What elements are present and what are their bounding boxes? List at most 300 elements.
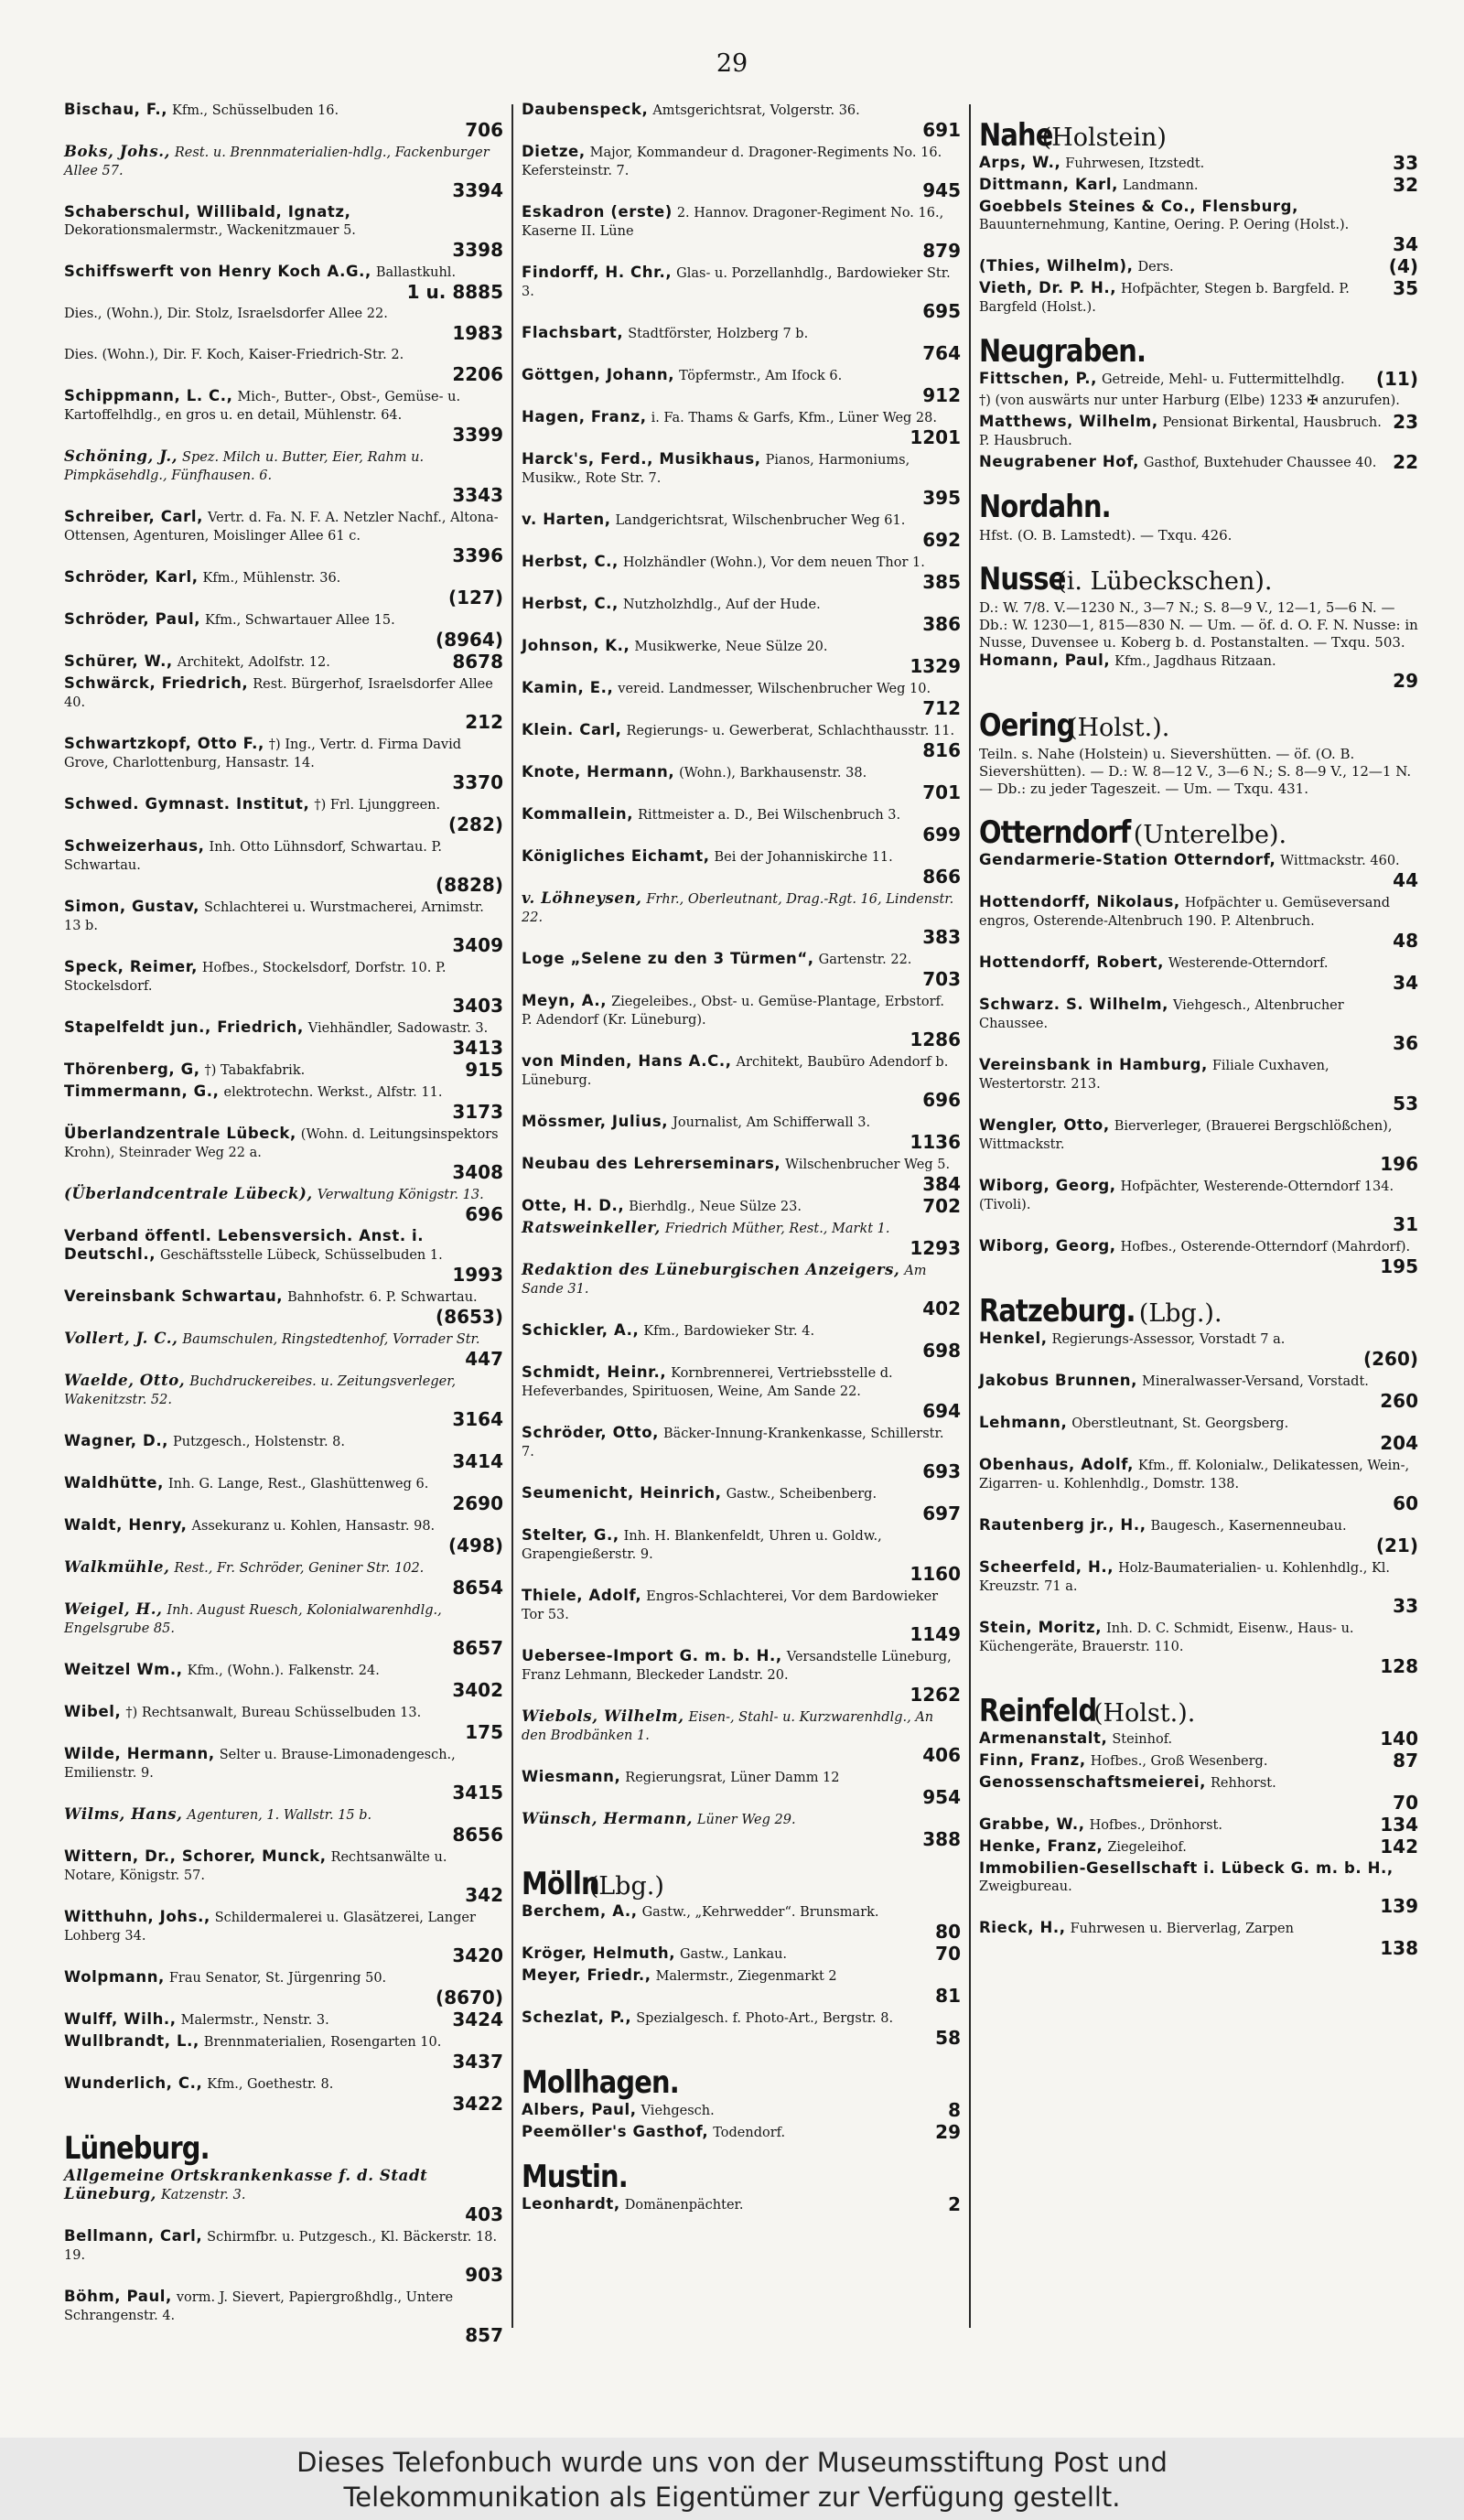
listing-details: Kfm., Schwartauer Allee 15. [205, 613, 395, 628]
listing-entry [522, 1768, 961, 1807]
listing-details: Gastw., Lankau. [680, 1947, 788, 1962]
phone-number: 692 [922, 529, 961, 551]
listing-text [979, 413, 1418, 450]
listing-entry [522, 2195, 961, 2214]
listing-details: elektrotechn. Werkst., Alfstr. 11. [223, 1085, 443, 1100]
listing-entry [522, 2101, 961, 2120]
listing-entry [64, 2167, 503, 2224]
listing-text [64, 735, 503, 772]
listing-text [64, 610, 503, 630]
listing-details: Eisen-, Stahl- u. Kurzwarenhdlg., An den Brodbänken 1. [522, 1710, 934, 1743]
listing-entry [522, 1810, 961, 1849]
listing-text [979, 1116, 1418, 1154]
listing-details: Domänenpächter. [624, 2198, 744, 2213]
listing-entry [522, 2008, 961, 2048]
listing-details: Schirmfbr. u. Putzgesch., Kl. Bäckerstr. 18. 19. [64, 2230, 498, 2263]
phone-number: 406 [922, 1744, 961, 1766]
town-section [522, 2159, 961, 2214]
phone-number: 1286 [910, 1028, 961, 1050]
listing-text [64, 652, 503, 672]
listing-entry [979, 453, 1418, 472]
listing-entry [522, 595, 961, 634]
listing-name: Wilms, Hans, [64, 1805, 183, 1823]
listing-text [979, 370, 1418, 389]
phone-number: 402 [922, 1298, 961, 1319]
listing-name: Henke, Franz, [979, 1837, 1103, 1855]
listing-text [64, 1805, 503, 1825]
phone-number: 31 [1393, 1213, 1418, 1235]
listing-text [64, 2032, 503, 2052]
listing-text [979, 392, 1418, 410]
listing-entry [64, 1968, 503, 2008]
listing-text [522, 408, 961, 427]
listing-name: Wiebols, Wilhelm, [522, 1707, 684, 1725]
listing-name: Königliches Eichamt, [522, 847, 710, 865]
phone-number: 1160 [910, 1563, 961, 1585]
listing-details: Holz-Baumaterialien- u. Kohlenhdlg., Kl. Kreuzstr. 71 a. [979, 1561, 1391, 1594]
listing-name: Arps, W., [979, 154, 1061, 171]
footer-line-2: Telekommunikation als Eigentümer zur Verfügung gestellt. [343, 2482, 1121, 2513]
phone-number: 87 [1393, 1750, 1418, 1772]
listing-text [522, 992, 961, 1029]
listing-details: Mineralwasser-Versand, Vorstadt. [1141, 1374, 1369, 1389]
listing-details: Rest. u. Brennmaterialien-hdlg., Fackenburger Allee 57. [64, 145, 490, 178]
listing-details: †) Tabakfabrik. [204, 1063, 306, 1078]
listing-text [979, 1516, 1418, 1535]
listing-details: Hofpächter, Westerende-Otterndorf 134. (Tivoli). [979, 1179, 1394, 1212]
listing-entry [979, 893, 1418, 951]
phone-number: 3413 [452, 1037, 503, 1059]
listing-details: Amtsgerichtsrat, Volgerstr. 36. [652, 103, 860, 118]
listing-name: Wünsch, Hermann, [522, 1810, 693, 1827]
listing-details: Architekt, Baubüro Adendorf b. Lüneburg. [522, 1055, 949, 1088]
listing-entry [979, 1815, 1418, 1835]
listing-text [64, 1703, 503, 1722]
phone-number: 260 [1380, 1390, 1418, 1412]
listing-entry [522, 1587, 961, 1644]
listing-name: Stapelfeldt jun., Friedrich, [64, 1018, 304, 1036]
listing-details: i. Fa. Thams & Garfs, Kfm., Lüner Weg 28. [651, 411, 937, 425]
listing-text [64, 1287, 503, 1307]
phone-number: 29 [1393, 670, 1418, 692]
listing-entry [64, 1805, 503, 1845]
listing-name: Schickler, A., [522, 1321, 640, 1339]
phone-number: 139 [1380, 1895, 1418, 1917]
listing-entry [979, 1237, 1418, 1276]
listing-details: †) Rechtsanwalt, Bureau Schüsselbuden 13. [125, 1706, 422, 1720]
town-heading [64, 2130, 503, 2167]
listing-details: Nutzholzhdlg., Auf der Hude. [622, 598, 821, 612]
listing-details: Gartenstr. 22. [818, 953, 912, 967]
listing-text [64, 1018, 503, 1038]
listing-name: Thiele, Adolf, [522, 1587, 642, 1604]
phone-number: 701 [922, 781, 961, 803]
listing-details: Kfm., (Wohn.). Falkenstr. 24. [187, 1664, 380, 1678]
listing-details: †) Frl. Ljunggreen. [314, 798, 441, 813]
listing-text [522, 763, 961, 782]
listing-details: Kfm., Bardowieker Str. 4. [643, 1324, 815, 1339]
listing-details: 2. Hannov. Dragoner-Regiment No. 16., Kaserne II. Lüne [522, 206, 944, 239]
phone-number: 3409 [452, 934, 503, 956]
phone-number: 8654 [452, 1577, 503, 1599]
listing-name: Matthews, Wilhelm, [979, 413, 1158, 430]
listing-name: Klein. Carl, [522, 721, 622, 738]
phone-number: 138 [1380, 1937, 1418, 1959]
listing-text [64, 1185, 503, 1204]
town-region: (Holstein) [1041, 124, 1167, 152]
phone-number: 3398 [452, 239, 503, 261]
listing-name: Lehmann, [979, 1414, 1068, 1431]
listing-details: Kfm., ff. Kolonialw., Delikatessen, Wein-, Zigarren- u. Kohlenhdlg., Domstr. 138. [979, 1459, 1410, 1492]
listing-entry [522, 950, 961, 989]
listing-entry [64, 263, 503, 302]
listing-text [64, 1432, 503, 1451]
phone-number: 80 [935, 1921, 961, 1943]
listing-details: Dies., (Wohn.), Dir. Stolz, Israelsdorfer Allee 22. [64, 307, 388, 321]
listing-name: Allgemeine Ortskrankenkasse f. d. Stadt Lüneburg, [64, 2167, 428, 2202]
listing-name: Uebersee-Import G. m. b. H., [522, 1647, 782, 1664]
listing-text [64, 1082, 503, 1102]
listing-name: Grabbe, W., [979, 1815, 1085, 1833]
listing-text [64, 674, 503, 712]
listing-entry [522, 1707, 961, 1765]
listing-text [522, 203, 961, 241]
listing-entry [64, 1600, 503, 1658]
listing-entry [522, 2123, 961, 2142]
listing-details: Hofpächter, Stegen b. Bargfeld. P. Bargfeld (Holst.). [979, 282, 1350, 315]
listing-name: Vollert, J. C., [64, 1330, 178, 1347]
phone-number: 1329 [910, 655, 961, 677]
listing-details: †) Ing., Vertr. d. Firma David Grove, Charlottenburg, Hansastr. 14. [64, 738, 462, 770]
listing-name: Berchem, A., [522, 1902, 638, 1920]
listing-text [64, 1908, 503, 1945]
listing-details: (Wohn. d. Leitungsinspektors Krohn), Steinrader Weg 22 a. [64, 1127, 499, 1160]
listing-text [522, 101, 961, 120]
listing-name: Hagen, Franz, [522, 408, 647, 425]
phone-number: 383 [922, 926, 961, 948]
listing-details: Todendorf. [713, 2126, 786, 2140]
listing-details: Ballastkuhl. [375, 265, 457, 280]
listing-entry [64, 387, 503, 445]
listing-entry [522, 763, 961, 802]
listing-entry [64, 837, 503, 895]
listing-name: Wullbrandt, L., [64, 2032, 199, 2050]
listing-text [64, 2288, 503, 2325]
phone-number: 3394 [452, 179, 503, 201]
phone-number: 3420 [452, 1944, 503, 1966]
listing-name: Witthuhn, Johs., [64, 1908, 210, 1925]
phone-number: 342 [465, 1884, 503, 1906]
listing-details: Geschäftsstelle Lübeck, Schüsselbuden 1. [160, 1248, 443, 1263]
listing-entry [64, 795, 503, 835]
town-section [979, 814, 1418, 1276]
listing-details: Rest. Bürgerhof, Israelsdorfer Allee 40. [64, 677, 493, 710]
listing-entry [522, 1966, 961, 2006]
listing-text [522, 595, 961, 614]
listing-details: Am Sande 31. [522, 1264, 927, 1297]
phone-number: 2690 [452, 1492, 503, 1514]
listing-entry [979, 1372, 1418, 1411]
phone-number: 3437 [452, 2051, 503, 2073]
column-3 [979, 101, 1418, 2333]
phone-number: 60 [1393, 1492, 1418, 1514]
town-section [979, 117, 1418, 317]
phone-number: 694 [922, 1400, 961, 1422]
listing-name: Walkmühle, [64, 1558, 170, 1576]
listing-name: Weitzel Wm., [64, 1661, 183, 1678]
phone-number: 1149 [910, 1623, 961, 1645]
listing-details: Bäcker-Innung-Krankenkasse, Schillerstr. 7. [522, 1427, 944, 1459]
listing-text [979, 279, 1418, 317]
listing-text [522, 2101, 961, 2120]
listing-details: Major, Kommandeur d. Dragoner-Regiments No. 16. Kefersteinstr. 7. [522, 145, 942, 178]
listing-name: Neubau des Lehrerseminars, [522, 1155, 781, 1172]
listing-details: Inh. Otto Lühnsdorf, Schwartau. P. Schwartau. [64, 840, 442, 873]
listing-name: Findorff, H. Chr., [522, 264, 673, 281]
phone-number: 1993 [452, 1264, 503, 1286]
listing-entry [522, 992, 961, 1050]
listing-entry [522, 847, 961, 887]
listing-name: Jakobus Brunnen, [979, 1372, 1138, 1389]
listing-text [522, 553, 961, 572]
listing-name: (Überlandcentrale Lübeck), [64, 1185, 313, 1202]
listing-entry [522, 553, 961, 592]
listing-text [979, 453, 1418, 472]
listing-name: Daubenspeck, [522, 101, 649, 118]
listing-entry [979, 392, 1418, 410]
listing-details: Kfm., Goethestr. 8. [207, 2077, 334, 2092]
listing-details: Lüner Weg 29. [696, 1813, 796, 1827]
phone-number: 70 [935, 1943, 961, 1965]
listing-text [979, 1729, 1418, 1749]
town-region: (Lbg.) [588, 1872, 664, 1901]
phone-number: 3415 [452, 1782, 503, 1804]
listing-text [979, 1859, 1418, 1896]
listing-text [522, 889, 961, 927]
phone-number: 857 [465, 2324, 503, 2346]
listing-text [522, 1768, 961, 1787]
phone-number: 35 [1393, 277, 1418, 299]
listing-entry [979, 413, 1418, 450]
listing-text [522, 1261, 961, 1298]
listing-text [522, 1197, 961, 1216]
town-section [979, 561, 1418, 691]
phone-number: 34 [1393, 233, 1418, 255]
listing-details: Ders. [1137, 260, 1174, 275]
listing-text [979, 1330, 1418, 1349]
listing-entry [522, 511, 961, 550]
phone-number: (8828) [436, 874, 503, 896]
phone-number: 22 [1393, 451, 1418, 473]
listing-name: Überlandzentrale Lübeck, [64, 1125, 296, 1142]
listing-text [522, 679, 961, 698]
town-heading [522, 2064, 961, 2101]
phone-number: 1262 [910, 1684, 961, 1706]
listing-name: Obenhaus, Adolf, [979, 1456, 1134, 1473]
listing-details: vereid. Landmesser, Wilschenbrucher Weg 10. [618, 682, 931, 696]
listing-text [64, 837, 503, 875]
listing-details: Ziegeleibes., Obst- u. Gemüse-Plantage, Erbstorf. P. Adendorf (Kr. Lüneburg). [522, 995, 945, 1028]
listing-entry [64, 1847, 503, 1905]
phone-number: (8964) [436, 629, 503, 651]
listing-text [64, 1330, 503, 1349]
phone-number: 1136 [910, 1131, 961, 1153]
listing-text [979, 1372, 1418, 1391]
phone-number: 696 [465, 1203, 503, 1225]
listing-text [522, 511, 961, 530]
listing-name: v. Löhneysen, [522, 889, 642, 907]
listing-name: Neugrabener Hof, [979, 453, 1139, 470]
column-1 [64, 101, 503, 2346]
listing-details: Mich-, Butter-, Obst-, Gemüse- u. Kartoffelhdlg., en gros u. en detail, Mühlenstr. 64. [64, 390, 461, 423]
listing-entry [522, 1944, 961, 1964]
phone-number: 142 [1380, 1836, 1418, 1858]
town-region: (Holst.). [1067, 714, 1170, 742]
phone-number: 3399 [452, 424, 503, 446]
listing-name: Herbst, C., [522, 553, 619, 570]
phone-number: (282) [447, 813, 503, 835]
town-section [979, 489, 1418, 544]
listing-name: Meyer, Friedr., [522, 1966, 651, 1984]
listing-details: Bei der Johanniskirche 11. [714, 850, 893, 865]
listing-details: †) (von auswärts nur unter Harburg (Elbe) 1233 ✠ anzurufen). [979, 393, 1400, 408]
listing-text [64, 1558, 503, 1578]
listing-entry [522, 1647, 961, 1705]
town-region: (Unterelbe). [1133, 821, 1287, 849]
phone-number: (127) [447, 587, 503, 608]
listing-entry [522, 450, 961, 508]
listing-entry [64, 1908, 503, 1965]
phone-number: 388 [922, 1828, 961, 1850]
listing-text [64, 447, 503, 485]
listing-details: Hofbes., Drönhorst. [1089, 1818, 1222, 1833]
listing-entry [64, 652, 503, 672]
town-heading [522, 2159, 961, 2195]
listing-text [979, 198, 1418, 234]
phone-number: (260) [1362, 1348, 1418, 1370]
listing-details: Steinhof. [1112, 1732, 1173, 1747]
town-heading [979, 1293, 1418, 1330]
phone-number: 1201 [910, 426, 961, 448]
listing-details: Gastw., Scheibenberg. [726, 1487, 877, 1502]
phone-number: 48 [1393, 930, 1418, 952]
listing-text [522, 1484, 961, 1503]
listing-name: Schmidt, Heinr., [522, 1363, 667, 1381]
phone-number: 44 [1393, 869, 1418, 891]
listing-entry [64, 2288, 503, 2345]
listing-name: Mössmer, Julius, [522, 1113, 669, 1130]
phone-number: 3414 [452, 1450, 503, 1472]
listing-details: Landgerichtsrat, Wilschenbrucher Weg 61. [615, 513, 906, 528]
phone-number: 702 [922, 1195, 961, 1217]
listing-text [522, 950, 961, 969]
listing-entry [64, 1227, 503, 1285]
phone-number: 3424 [452, 2008, 503, 2030]
listing-name: Schürer, W., [64, 652, 173, 670]
listing-name: Peemöller's Gasthof, [522, 2123, 709, 2140]
listing-details: Schildermalerei u. Glasätzerei, Langer Lohberg 34. [64, 1911, 476, 1944]
phone-number: 33 [1393, 152, 1418, 174]
listing-name: Otte, H. D., [522, 1197, 625, 1214]
phone-number: 703 [922, 968, 961, 990]
listing-text [64, 2227, 503, 2265]
listing-entry [522, 1197, 961, 1216]
town-section [979, 707, 1418, 798]
listing-name: Weigel, H., [64, 1600, 163, 1618]
listing-name: Redaktion des Lüneburgischen Anzeigers, [522, 1261, 900, 1278]
listing-entry [979, 1177, 1418, 1234]
phone-number: (8670) [436, 1987, 503, 2008]
listing-details: Frhr., Oberleutnant, Drag.-Rgt. 16, Lindenstr. 22. [522, 892, 954, 925]
listing-details: Rechtsanwälte u. Notare, Königstr. 57. [64, 1850, 447, 1883]
listing-name: Schröder, Otto, [522, 1424, 660, 1441]
listing-details: vorm. J. Sievert, Papiergroßhdlg., Untere Schrangenstr. 4. [64, 2290, 454, 2323]
phone-number: 903 [465, 2264, 503, 2286]
listing-details: Landmann. [1122, 178, 1199, 193]
listing-text [979, 1919, 1418, 1938]
town-region: (i. Lübeckschen). [1057, 567, 1273, 596]
listing-details: Töpfermstr., Am Ifock 6. [679, 369, 843, 383]
listing-text [522, 1363, 961, 1401]
listing-details: Putzgesch., Holstenstr. 8. [173, 1435, 346, 1449]
listing-entry [64, 1661, 503, 1700]
listing-text [522, 1155, 961, 1174]
listing-details: Fuhrwesen, Itzstedt. [1065, 156, 1205, 171]
listing-text [522, 366, 961, 385]
listing-name: Wagner, D., [64, 1432, 169, 1449]
listing-entry [64, 2074, 503, 2114]
listing-details: Schlachterei u. Wurstmacherei, Arnimstr. 13 b. [64, 900, 484, 933]
listing-details: Glas- u. Porzellanhdlg., Bardowieker Str. 3. [522, 266, 951, 299]
phone-number: 3164 [452, 1408, 503, 1430]
listing-text [522, 264, 961, 301]
listing-text [64, 1745, 503, 1782]
phone-number: 8 [948, 2099, 961, 2121]
listing-text [979, 1056, 1418, 1093]
listing-entry [979, 1751, 1418, 1771]
listing-entry [64, 2032, 503, 2072]
phone-number: 195 [1380, 1255, 1418, 1277]
listing-name: Seumenicht, Heinrich, [522, 1484, 722, 1502]
column-divider [969, 104, 971, 2328]
phone-number: (4) [1388, 255, 1418, 277]
listing-name: Hottendorff, Nikolaus, [979, 893, 1180, 910]
listing-entry [64, 508, 503, 565]
directory-columns [64, 101, 1426, 2346]
town-heading [979, 117, 1418, 154]
phone-number: 3173 [452, 1101, 503, 1123]
page-number: 29 [716, 49, 748, 78]
listing-name: Schröder, Karl, [64, 568, 199, 586]
listing-name: Fittschen, P., [979, 370, 1097, 387]
listing-text [979, 1773, 1418, 1793]
phone-number: 8657 [452, 1637, 503, 1659]
listing-details: Pianos, Harmoniums, Musikw., Rote Str. 7. [522, 453, 910, 486]
town-section [979, 1693, 1418, 1958]
listing-details: Regierungs-Assessor, Vorstadt 7 a. [1051, 1332, 1286, 1347]
listing-entry [64, 1745, 503, 1803]
listing-entry [979, 257, 1418, 276]
listing-text [522, 637, 961, 656]
listing-entry [979, 1729, 1418, 1749]
town-region: (Holst.). [1093, 1699, 1196, 1728]
phone-number: 3403 [452, 995, 503, 1017]
town-listings [979, 1330, 1418, 1676]
listing-name: Henkel, [979, 1330, 1048, 1347]
phone-number: 945 [922, 179, 961, 201]
listing-entry [522, 1321, 961, 1361]
phone-number: 3396 [452, 544, 503, 566]
